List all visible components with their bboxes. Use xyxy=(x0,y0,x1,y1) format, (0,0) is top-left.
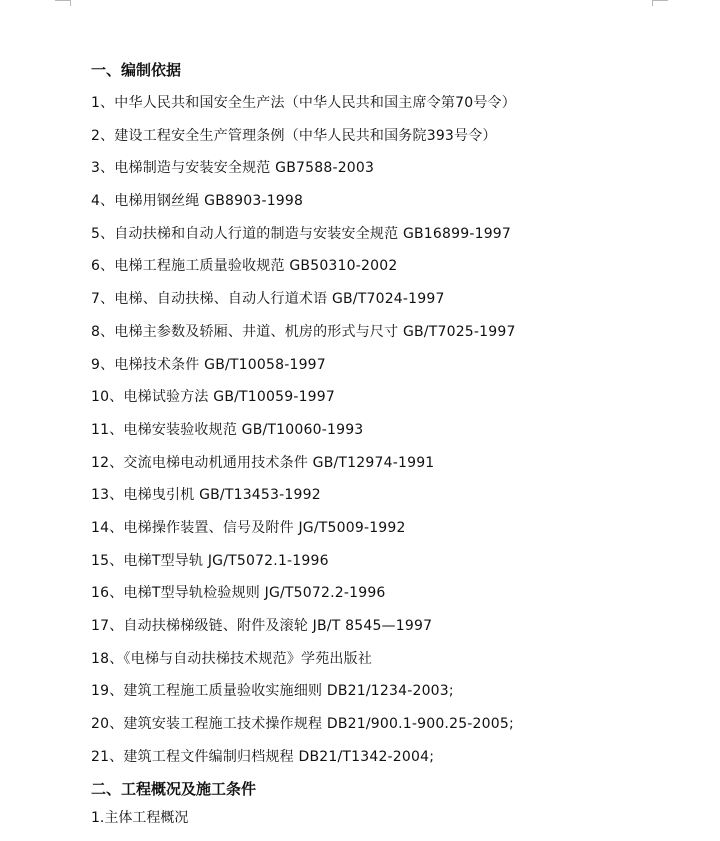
crop-mark-top-right xyxy=(652,0,668,1)
list-item: 9、电梯技术条件 GB/T10058-1997 xyxy=(91,356,326,373)
list-item: 13、电梯曳引机 GB/T13453-1992 xyxy=(91,487,321,504)
list-item: 11、电梯安装验收规范 GB/T10060-1993 xyxy=(91,421,364,438)
section-heading-basis: 一、编制依据 xyxy=(91,61,182,79)
list-item: 19、建筑工程施工质量验收实施细则 DB21/1234-2003; xyxy=(91,683,454,700)
crop-mark-top-left xyxy=(55,0,71,1)
list-item: 6、电梯工程施工质量验收规范 GB50310-2002 xyxy=(91,258,398,275)
list-item: 15、电梯T型导轨 JG/T5072.1-1996 xyxy=(91,552,329,569)
list-item: 4、电梯用钢丝绳 GB8903-1998 xyxy=(91,193,304,210)
list-item: 16、电梯T型导轨检验规则 JG/T5072.2-1996 xyxy=(91,585,386,602)
list-item: 17、自动扶梯梯级链、附件及滚轮 JB/T 8545—1997 xyxy=(91,618,433,634)
list-item: 1、中华人民共和国安全生产法（中华人民共和国主席令第70号令） xyxy=(91,95,516,111)
list-item: 8、电梯主参数及轿厢、井道、机房的形式与尺寸 GB/T7025-1997 xyxy=(91,323,516,340)
list-item: 14、电梯操作装置、信号及附件 JG/T5009-1992 xyxy=(91,519,406,536)
list-item: 3、电梯制造与安装安全规范 GB7588-2003 xyxy=(91,160,375,177)
list-item: 5、自动扶梯和自动人行道的制造与安装安全规范 GB16899-1997 xyxy=(91,225,512,242)
list-item: 10、电梯试验方法 GB/T10059-1997 xyxy=(91,389,336,406)
list-item: 20、建筑安装工程施工技术操作规程 DB21/900.1-900.25-2005; xyxy=(91,716,514,733)
reference-list xyxy=(91,87,516,773)
list-item: 12、交流电梯电动机通用技术条件 GB/T12974-1991 xyxy=(91,454,435,471)
list-item: 2、建设工程安全生产管理条例（中华人民共和国务院393号令） xyxy=(91,127,497,144)
subsection-title: 1.主体工程概况 xyxy=(91,810,189,826)
list-item: 7、电梯、自动扶梯、自动人行道术语 GB/T7024-1997 xyxy=(91,291,445,308)
crop-mark-top-left-vertical xyxy=(70,0,71,6)
list-item: 18、《电梯与自动扶梯技术规范》学苑出版社 xyxy=(91,650,373,667)
crop-mark-top-right-vertical xyxy=(652,0,653,6)
section-heading-overview: 二、工程概况及施工条件 xyxy=(91,780,257,798)
list-item: 21、建筑工程文件编制归档规程 DB21/T1342-2004; xyxy=(91,748,435,765)
